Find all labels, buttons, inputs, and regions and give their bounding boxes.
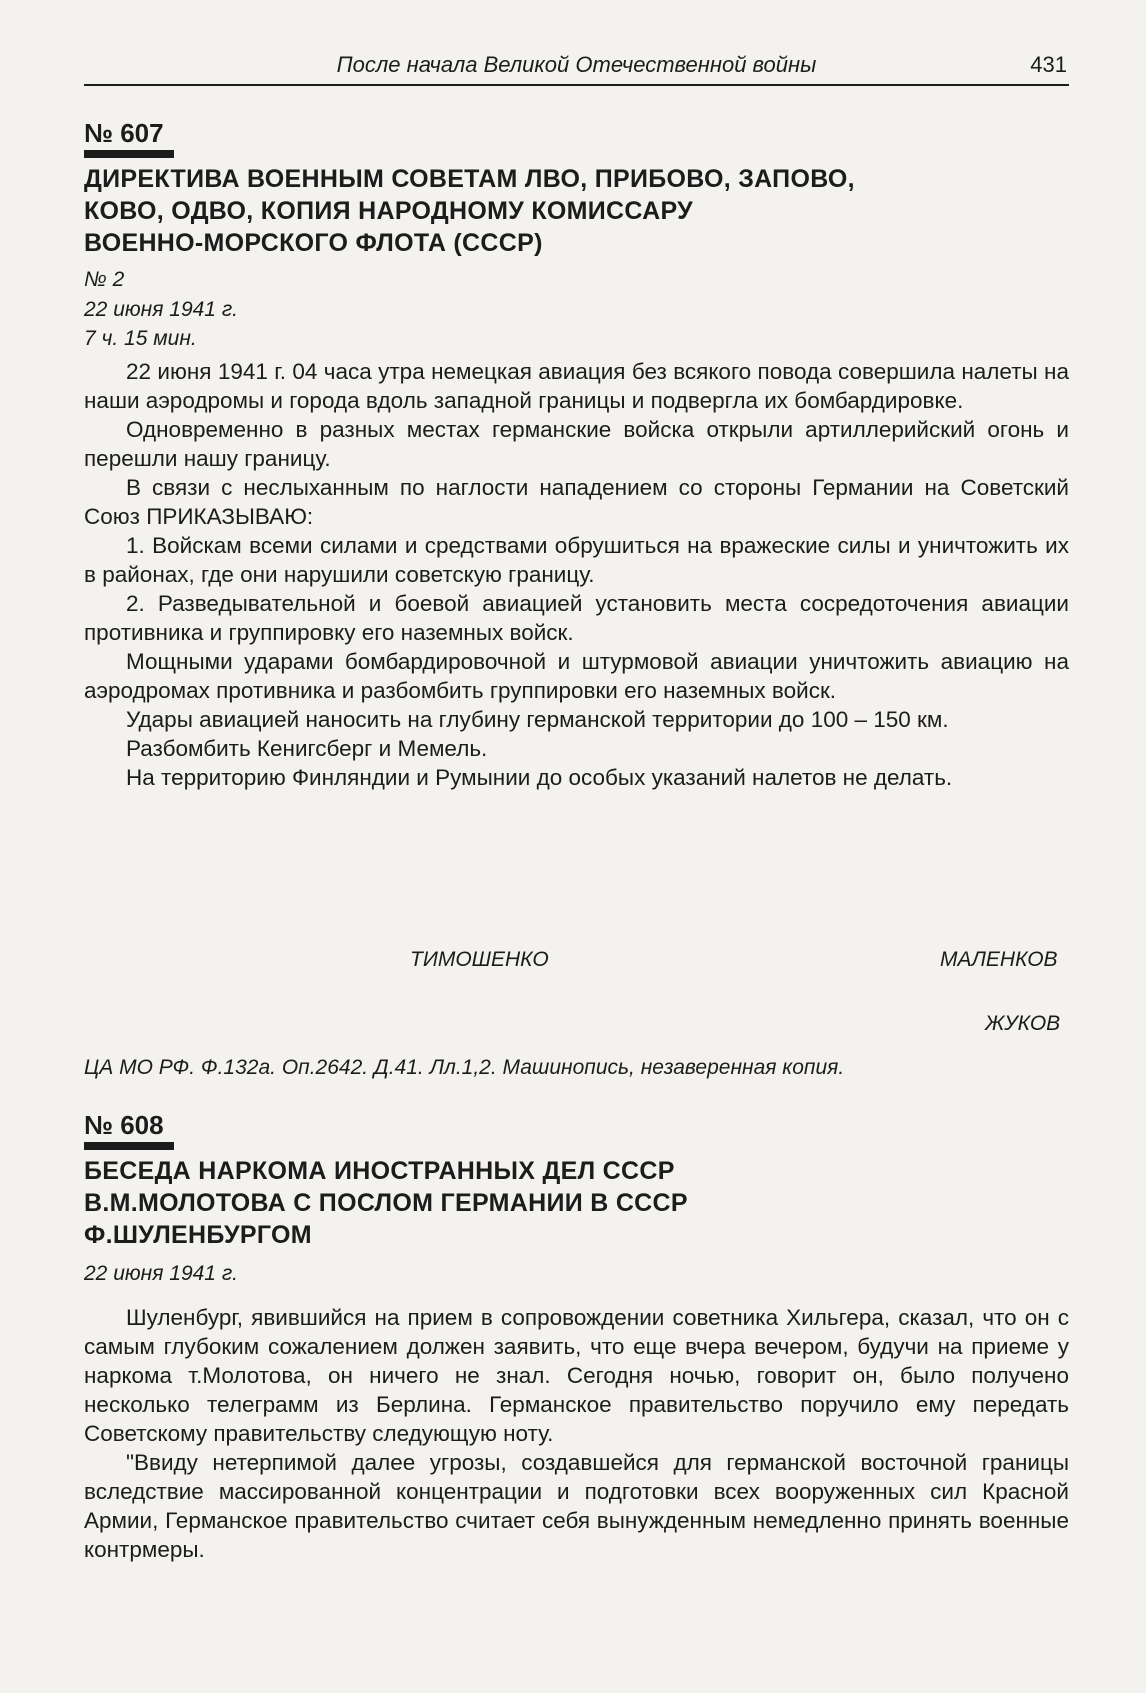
- doc-608-number: № 608: [84, 1110, 164, 1140]
- paragraph: "Ввиду нетерпимой далее угрозы, создавшейся для германской восточной границы вследствие массированной концентрации и подготовки всех вооруженных сил Красной Армии, Германское правительство считает себя вынужденным немедленно принять военные контрмеры.: [84, 1450, 1069, 1562]
- paragraph: В связи с неслыханным по наглости нападением со стороны Германии на Советский Союз ПРИКАЗЫВАЮ:: [84, 475, 1069, 529]
- doc-608-heading-line: БЕСЕДА НАРКОМА ИНОСТРАННЫХ ДЕЛ СССР: [84, 1157, 675, 1185]
- paragraph: Разбомбить Кенигсберг и Мемель.: [126, 736, 488, 761]
- running-head-title: После начала Великой Отечественной войны: [336, 52, 817, 77]
- doc-607-heading-line: ДИРЕКТИВА ВОЕННЫМ СОВЕТАМ ЛВО, ПРИБОВО, ЗАПОВО,: [84, 165, 855, 193]
- paragraph: Мощными ударами бомбардировочной и штурмовой авиации уничтожить авиацию на аэродромах противника и разбомбить группировки его наземных войск.: [84, 649, 1069, 703]
- doc-607-bar: [84, 150, 174, 158]
- paragraph: Удары авиацией наносить на глубину германской территории до 100 – 150 км.: [126, 707, 949, 732]
- signature-malenkov: МАЛЕНКОВ: [940, 948, 1058, 971]
- doc-607-time: 7 ч. 15 мин.: [84, 327, 197, 350]
- paragraph: 22 июня 1941 г. 04 часа утра немецкая авиация без всякого повода совершила налеты на наши аэродромы и города вдоль западной границы и подвергла их бомбардировке.: [84, 359, 1069, 413]
- header-rule: [84, 84, 1069, 86]
- doc-608-heading-line: В.М.МОЛОТОВА С ПОСЛОМ ГЕРМАНИИ В СССР: [84, 1189, 688, 1217]
- doc-607-number: № 607: [84, 118, 164, 148]
- paragraph: 1. Войскам всеми силами и средствами обрушиться на вражеские силы и уничтожить их в районах, где они нарушили советскую границу.: [84, 533, 1069, 587]
- paragraph: 2. Разведывательной и боевой авиацией установить места сосредоточения авиации противника и группировку его наземных войск.: [84, 591, 1069, 645]
- doc-608-heading: [84, 1155, 1069, 1251]
- doc-608-body: [84, 1303, 1069, 1564]
- doc-608-bar: [84, 1142, 174, 1150]
- directive-number: № 2: [84, 268, 125, 291]
- paragraph: На территорию Финляндии и Румынии до особых указаний налетов не делать.: [126, 765, 953, 790]
- doc-607-date: 22 июня 1941 г.: [84, 298, 239, 321]
- doc-607-heading-line: КОВО, ОДВО, КОПИЯ НАРОДНОМУ КОМИССАРУ: [84, 197, 693, 225]
- page-number: 431: [1030, 52, 1067, 77]
- archive-source: ЦА МО РФ. Ф.132а. Оп.2642. Д.41. Лл.1,2. Машинопись, незаверенная копия.: [84, 1056, 845, 1079]
- doc-607-heading-line: ВОЕННО-МОРСКОГО ФЛОТА (СССР): [84, 229, 543, 257]
- doc-607-heading: [84, 163, 1069, 259]
- signature-timoshenko: ТИМОШЕНКО: [410, 948, 549, 971]
- doc-608-heading-line: Ф.ШУЛЕНБУРГОМ: [84, 1221, 312, 1249]
- signature-zhukov: ЖУКОВ: [985, 1012, 1061, 1035]
- paragraph: Одновременно в разных местах германские войска открыли артиллерийский огонь и перешли нашу границу.: [84, 417, 1069, 471]
- doc-608-date: 22 июня 1941 г.: [84, 1262, 239, 1285]
- paragraph: Шуленбург, явившийся на прием в сопровождении советника Хильгера, сказал, что он с самым глубоким сожалением должен заявить, что еще вчера вечером, будучи на приеме у наркома т.Молотова, он ничего не знал. Сегодня ночью, говорит он, было получено несколько телеграмм из Берлина. Германское правительство поручило ему передать Советскому правительству следующую ноту.: [84, 1305, 1069, 1446]
- doc-607-body: [84, 357, 1069, 792]
